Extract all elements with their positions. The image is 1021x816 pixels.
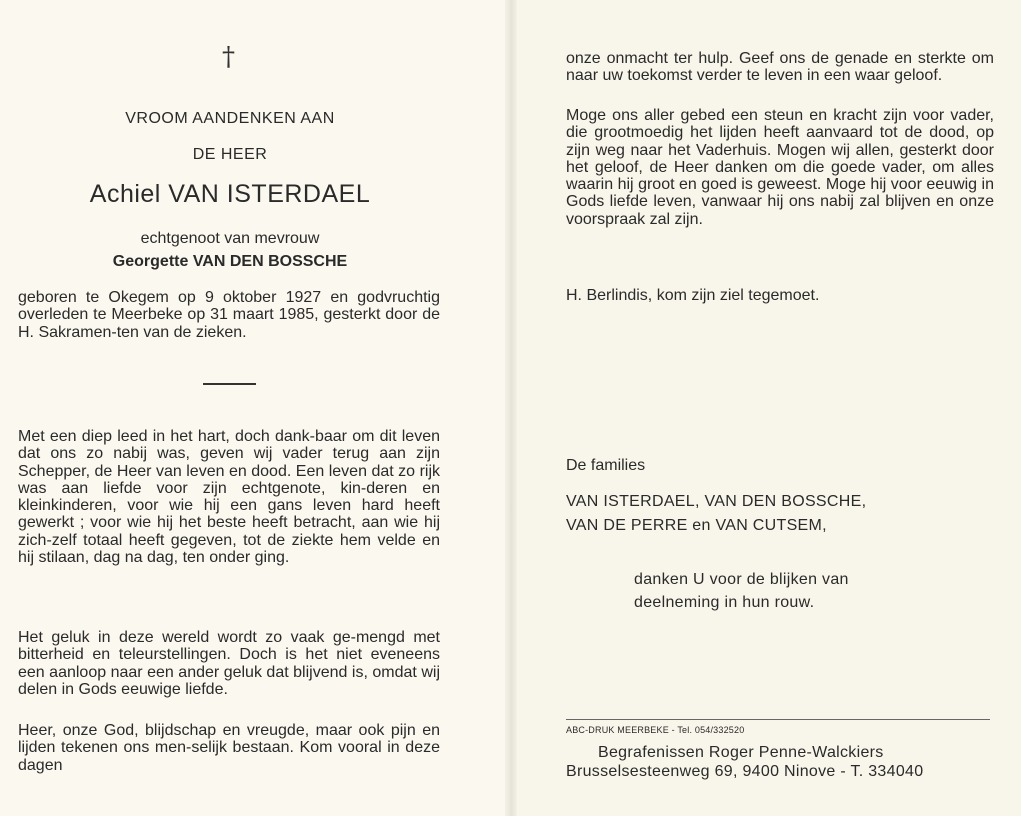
- printer-credit: ABC-DRUK MEERBEKE - Tel. 054/332520: [566, 725, 745, 735]
- spouse-intro: echtgenoot van mevrouw: [140, 230, 320, 247]
- divider: [203, 383, 256, 385]
- heading-vroom-aandenken: VROOM AANDENKEN AAN: [125, 110, 335, 127]
- right-paragraph-3: H. Berlindis, kom zijn ziel tegemoet.: [566, 287, 820, 304]
- paragraph-2: Het geluk in deze wereld wordt zo vaak ge-mengd met bitterheid en teleurstellingen. Doch is het niet eveneens een aanloop naar een ander geluk dat blijvend is, omdat wij delen in Gods eeuwige liefde.: [18, 629, 440, 698]
- paragraph-1: Met een diep leed in het hart, doch dank-baar om dit leven dat ons zo nabij was, geven wij vader terug aan zijn Schepper, de Heer van leven en dood. Een leven dat zo rijk was aan liefde voor zijn echtgenote, kin-deren en kleinkinderen, voor wie hij een gans leven hard heeft gewerkt ; voor wie hij het beste heeft betracht, aan wie hij zich-zelf totaal heeft gegeven, tot de ziekte hem velde en hij stilaan, dag na dag, ten onder ging.: [18, 428, 440, 567]
- cross-icon: †: [222, 42, 235, 72]
- families-line-2: VAN DE PERRE en VAN CUTSEM,: [566, 517, 827, 534]
- families-label: De families: [566, 457, 646, 474]
- spouse-name: Georgette VAN DEN BOSSCHE: [112, 253, 348, 270]
- thanks-line-1: danken U voor de blijken van: [634, 571, 849, 588]
- right-paragraph-1: onze onmacht ter hulp. Geef ons de genade en sterkte om naar uw toekomst verder te leven in een waar geloof.: [566, 50, 994, 85]
- thanks-text: [634, 568, 849, 614]
- birth-death-text: geboren te Okegem op 9 oktober 1927 en godvruchtig overleden te Meerbeke op 31 maart 1985, gesterkt door de H. Sakramen-ten van de zieken.: [18, 289, 440, 341]
- families-names: [566, 490, 866, 538]
- paragraph-3: Heer, onze God, blijdschap en vreugde, maar ook pijn en lijden tekenen ons men-selijk bestaan. Kom vooral in deze dagen: [18, 722, 440, 774]
- thanks-line-2: deelneming in hun rouw.: [634, 594, 815, 611]
- funeral-home-name: Begrafenissen Roger Penne-Walckiers: [598, 744, 884, 761]
- footer-divider: [566, 719, 990, 720]
- heading-de-heer: DE HEER: [192, 146, 268, 163]
- families-line-1: VAN ISTERDAEL, VAN DEN BOSSCHE,: [566, 493, 867, 510]
- right-paragraph-2: Moge ons aller gebed een steun en kracht zijn voor vader, die grootmoedig het lijden heeft aanvaard tot de dood, op zijn weg naar het Vaderhuis. Mogen wij allen, gesterkt door het geloof, de Heer danken om die goede vader, om alles waarin hij groot en goed is geweest. Moge hij voor eeuwig in Gods liefde leven, vanwaar hij ons nabij zal blijven en onze voorspraak zal zijn.: [566, 107, 994, 228]
- deceased-name: Achiel VAN ISTERDAEL: [89, 180, 371, 208]
- funeral-home-address: Brusselsesteenweg 69, 9400 Ninove - T. 334040: [566, 763, 924, 780]
- page-fold: [505, 0, 517, 816]
